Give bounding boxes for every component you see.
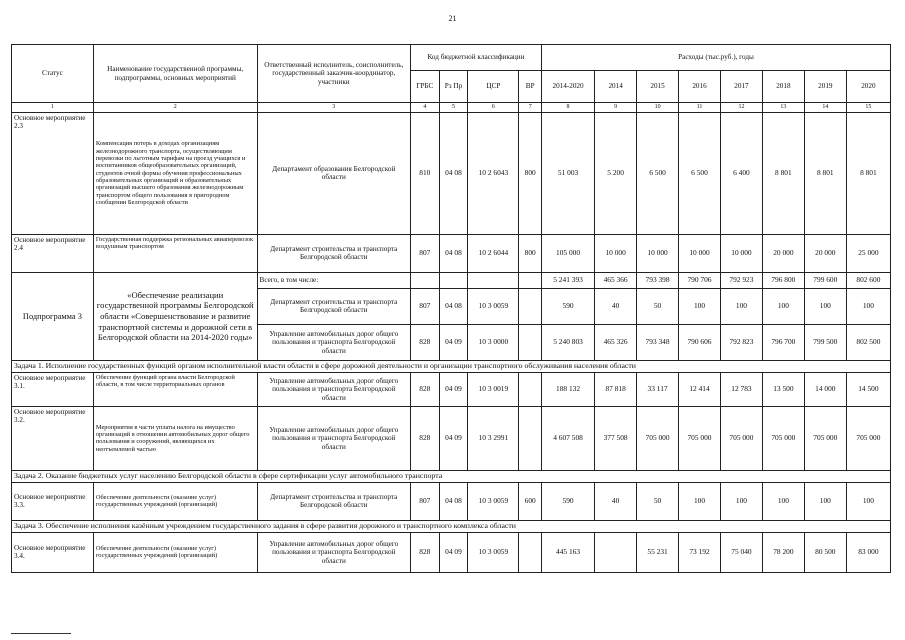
header-year: 2019: [804, 71, 846, 103]
status-cell: Основное мероприятие 3.1.: [12, 372, 94, 406]
table-row: [12, 272, 891, 288]
empty-cell: [519, 272, 542, 288]
col-index: 9: [595, 103, 637, 113]
value-cell: 100: [846, 482, 890, 520]
empty-cell: [468, 272, 519, 288]
col-index: 6: [468, 103, 519, 113]
grbs-cell: 807: [411, 234, 440, 272]
task-title: Задача 3. Обеспечение исполнения казённым учреждением государственного задания в сфере развития дорожного и транспортного комплекса области: [12, 520, 891, 532]
header-year: 2014-2020: [541, 71, 594, 103]
header-executor: Ответственный исполнитель, соисполнитель, государственный заказчик-координатор, участники: [257, 45, 410, 103]
col-index: 1: [12, 103, 94, 113]
value-cell: 10 000: [637, 234, 679, 272]
rzpr-cell: 04 08: [439, 112, 468, 234]
value-cell: 73 192: [679, 532, 721, 572]
vr-cell: 800: [519, 234, 542, 272]
name-cell: Государственная поддержка региональных авиаперевозок воздушным транспортом: [93, 234, 257, 272]
table-row: [12, 234, 891, 272]
vr-cell: [519, 372, 542, 406]
value-cell: 705 000: [804, 406, 846, 470]
rzpr-cell: 04 09: [439, 406, 468, 470]
rzpr-cell: 04 09: [439, 532, 468, 572]
header-row-1: [12, 45, 891, 71]
value-cell: 802 500: [846, 324, 890, 360]
value-cell: 100: [762, 482, 804, 520]
value-cell: 790 706: [679, 272, 721, 288]
value-cell: 465 366: [595, 272, 637, 288]
task-title: Задача 2. Оказание бюджетных услуг населению Белгородской области в сфере сертификации услуг автомобильного транспорта: [12, 470, 891, 482]
value-cell: 50: [637, 482, 679, 520]
task-row: [12, 360, 891, 372]
grbs-cell: 828: [411, 372, 440, 406]
executor-cell: Департамент строительства и транспорта Белгородской области: [257, 234, 410, 272]
value-cell: 12 414: [679, 372, 721, 406]
value-cell: 40: [595, 482, 637, 520]
header-year: 2014: [595, 71, 637, 103]
status-cell: Основное мероприятие 3.2.: [12, 406, 94, 470]
value-cell: 51 003: [541, 112, 594, 234]
table-row: [12, 112, 891, 234]
vr-cell: [519, 288, 542, 324]
value-cell: 6 400: [720, 112, 762, 234]
value-cell: 75 040: [720, 532, 762, 572]
value-cell: 10 000: [679, 234, 721, 272]
rzpr-cell: 04 09: [439, 372, 468, 406]
value-cell: 799 600: [804, 272, 846, 288]
vr-cell: [519, 406, 542, 470]
col-index: 13: [762, 103, 804, 113]
value-cell: 796 800: [762, 272, 804, 288]
csr-cell: 10 3 2991: [468, 406, 519, 470]
col-index: 8: [541, 103, 594, 113]
value-cell: 790 606: [679, 324, 721, 360]
value-cell: 705 000: [720, 406, 762, 470]
value-cell: 50: [637, 288, 679, 324]
total-label-cell: Всего, в том числе:: [257, 272, 410, 288]
header-year: 2016: [679, 71, 721, 103]
name-cell: «Обеспечение реализации государственной программы Белгородской области «Совершенствование и развитие транспортной системы и дорожной сети в Белгородской области на 2014-2020 годы»: [93, 272, 257, 360]
value-cell: 6 500: [637, 112, 679, 234]
empty-cell: [439, 272, 468, 288]
value-cell: 100: [720, 482, 762, 520]
task-row: [12, 520, 891, 532]
value-cell: 792 923: [720, 272, 762, 288]
col-index: 5: [439, 103, 468, 113]
value-cell: [595, 532, 637, 572]
value-cell: 796 700: [762, 324, 804, 360]
table-row: [12, 406, 891, 470]
value-cell: 377 508: [595, 406, 637, 470]
value-cell: 20 000: [804, 234, 846, 272]
column-index-row: [12, 103, 891, 113]
table-row: [12, 372, 891, 406]
header-grbs: ГРБС: [411, 71, 440, 103]
table-row: [12, 482, 891, 520]
status-cell: Основное мероприятие 3.3.: [12, 482, 94, 520]
budget-table: [11, 44, 891, 573]
header-year: 2017: [720, 71, 762, 103]
vr-cell: [519, 532, 542, 572]
name-cell: Обеспечение деятельности (оказание услуг) государственных учреждений (организаций): [93, 532, 257, 572]
status-cell: Основное мероприятие 3.4.: [12, 532, 94, 572]
page-number: 21: [448, 14, 457, 23]
value-cell: 105 000: [541, 234, 594, 272]
col-index: 3: [257, 103, 410, 113]
col-index: 12: [720, 103, 762, 113]
header-code-group: Код бюджетной классификации: [411, 45, 542, 71]
grbs-cell: 807: [411, 482, 440, 520]
status-cell: Подпрограмма 3: [12, 272, 94, 360]
csr-cell: 10 3 0059: [468, 288, 519, 324]
value-cell: 8 801: [804, 112, 846, 234]
task-row: [12, 470, 891, 482]
empty-cell: [411, 272, 440, 288]
header-csr: ЦСР: [468, 71, 519, 103]
value-cell: 705 000: [679, 406, 721, 470]
col-index: 4: [411, 103, 440, 113]
executor-cell: Управление автомобильных дорог общего пользования и транспорта Белгородской области: [257, 532, 410, 572]
value-cell: 4 607 508: [541, 406, 594, 470]
grbs-cell: 828: [411, 324, 440, 360]
csr-cell: 10 3 0000: [468, 324, 519, 360]
value-cell: 100: [804, 288, 846, 324]
rzpr-cell: 04 09: [439, 324, 468, 360]
vr-cell: 600: [519, 482, 542, 520]
col-index: 11: [679, 103, 721, 113]
col-index: 7: [519, 103, 542, 113]
value-cell: 8 801: [762, 112, 804, 234]
task-title: Задача 1. Исполнение государственных функций органом исполнительной власти области в сфере дорожной деятельности и организации транспортного обслуживания населения области: [12, 360, 891, 372]
csr-cell: 10 3 0059: [468, 532, 519, 572]
col-index: 2: [93, 103, 257, 113]
value-cell: 802 600: [846, 272, 890, 288]
table-row: [12, 532, 891, 572]
value-cell: 100: [846, 288, 890, 324]
grbs-cell: 810: [411, 112, 440, 234]
value-cell: 705 000: [762, 406, 804, 470]
value-cell: 13 500: [762, 372, 804, 406]
executor-cell: Управление автомобильных дорог общего пользования и транспорта Белгородской области: [257, 406, 410, 470]
value-cell: 10 000: [720, 234, 762, 272]
value-cell: 20 000: [762, 234, 804, 272]
header-year: 2018: [762, 71, 804, 103]
header-year: 2020: [846, 71, 890, 103]
rzpr-cell: 04 08: [439, 288, 468, 324]
value-cell: 465 326: [595, 324, 637, 360]
value-cell: 100: [804, 482, 846, 520]
status-cell: Основное мероприятие 2.3: [12, 112, 94, 234]
header-name: Наименование государственной программы, подпрограммы, основных мероприятий: [93, 45, 257, 103]
value-cell: 14 000: [804, 372, 846, 406]
col-index: 14: [804, 103, 846, 113]
executor-cell: Управление автомобильных дорог общего пользования и транспорта Белгородской области: [257, 372, 410, 406]
value-cell: 705 000: [637, 406, 679, 470]
value-cell: 100: [679, 482, 721, 520]
value-cell: 12 783: [720, 372, 762, 406]
executor-cell: Департамент строительства и транспорта Белгородской области: [257, 288, 410, 324]
rzpr-cell: 04 08: [439, 234, 468, 272]
executor-cell: Управление автомобильных дорог общего пользования и транспорта Белгородской области: [257, 324, 410, 360]
header-vr: ВР: [519, 71, 542, 103]
value-cell: 25 000: [846, 234, 890, 272]
csr-cell: 10 3 0059: [468, 482, 519, 520]
executor-cell: Департамент образования Белгородской области: [257, 112, 410, 234]
value-cell: 8 801: [846, 112, 890, 234]
value-cell: 792 823: [720, 324, 762, 360]
header-year: 2015: [637, 71, 679, 103]
col-index: 15: [846, 103, 890, 113]
value-cell: 78 200: [762, 532, 804, 572]
value-cell: 33 117: [637, 372, 679, 406]
grbs-cell: 807: [411, 288, 440, 324]
value-cell: 793 348: [637, 324, 679, 360]
value-cell: 83 000: [846, 532, 890, 572]
value-cell: 445 163: [541, 532, 594, 572]
value-cell: 40: [595, 288, 637, 324]
executor-cell: Департамент строительства и транспорта Белгородской области: [257, 482, 410, 520]
value-cell: 10 000: [595, 234, 637, 272]
value-cell: 5 240 803: [541, 324, 594, 360]
value-cell: 100: [762, 288, 804, 324]
value-cell: 14 500: [846, 372, 890, 406]
value-cell: 80 500: [804, 532, 846, 572]
grbs-cell: 828: [411, 532, 440, 572]
name-cell: Обеспечение функций органа власти Белгородской области, в том числе территориальных органов: [93, 372, 257, 406]
value-cell: 100: [720, 288, 762, 324]
value-cell: 590: [541, 288, 594, 324]
value-cell: 793 398: [637, 272, 679, 288]
value-cell: 188 132: [541, 372, 594, 406]
value-cell: 100: [679, 288, 721, 324]
csr-cell: 10 2 6044: [468, 234, 519, 272]
vr-cell: 800: [519, 112, 542, 234]
value-cell: 55 231: [637, 532, 679, 572]
value-cell: 5 241 393: [541, 272, 594, 288]
name-cell: Компенсация потерь в доходах организациям железнодорожного транспорта, осуществляющим перевозки по льготным тарифам на проезд учащихся и воспитанников общеобразовательных организаций, студентов очной формы обучения профессиональных образовательных организаций и образовательных организаций высшего образования железнодорожным транспортом общего пользования в пригородном сообщении Белгородской области: [93, 112, 257, 234]
csr-cell: 10 3 0019: [468, 372, 519, 406]
name-cell: Обеспечение деятельности (оказание услуг) государственных учреждений (организаций): [93, 482, 257, 520]
header-status: Статус: [12, 45, 94, 103]
header-expenses-group: Расходы (тыс.руб.), годы: [541, 45, 890, 71]
name-cell: Мероприятия в части уплаты налога на имущество организаций в отношении автомобильных дорог общего пользования и сооружений, являющихся их неотъемлемой частью: [93, 406, 257, 470]
col-index: 10: [637, 103, 679, 113]
value-cell: 6 500: [679, 112, 721, 234]
value-cell: 590: [541, 482, 594, 520]
value-cell: 799 500: [804, 324, 846, 360]
grbs-cell: 828: [411, 406, 440, 470]
header-rzpr: Рз Пр: [439, 71, 468, 103]
value-cell: 705 000: [846, 406, 890, 470]
vr-cell: [519, 324, 542, 360]
value-cell: 87 818: [595, 372, 637, 406]
status-cell: Основное мероприятие 2.4: [12, 234, 94, 272]
csr-cell: 10 2 6043: [468, 112, 519, 234]
rzpr-cell: 04 08: [439, 482, 468, 520]
footer-rule: [11, 633, 71, 634]
value-cell: 5 200: [595, 112, 637, 234]
